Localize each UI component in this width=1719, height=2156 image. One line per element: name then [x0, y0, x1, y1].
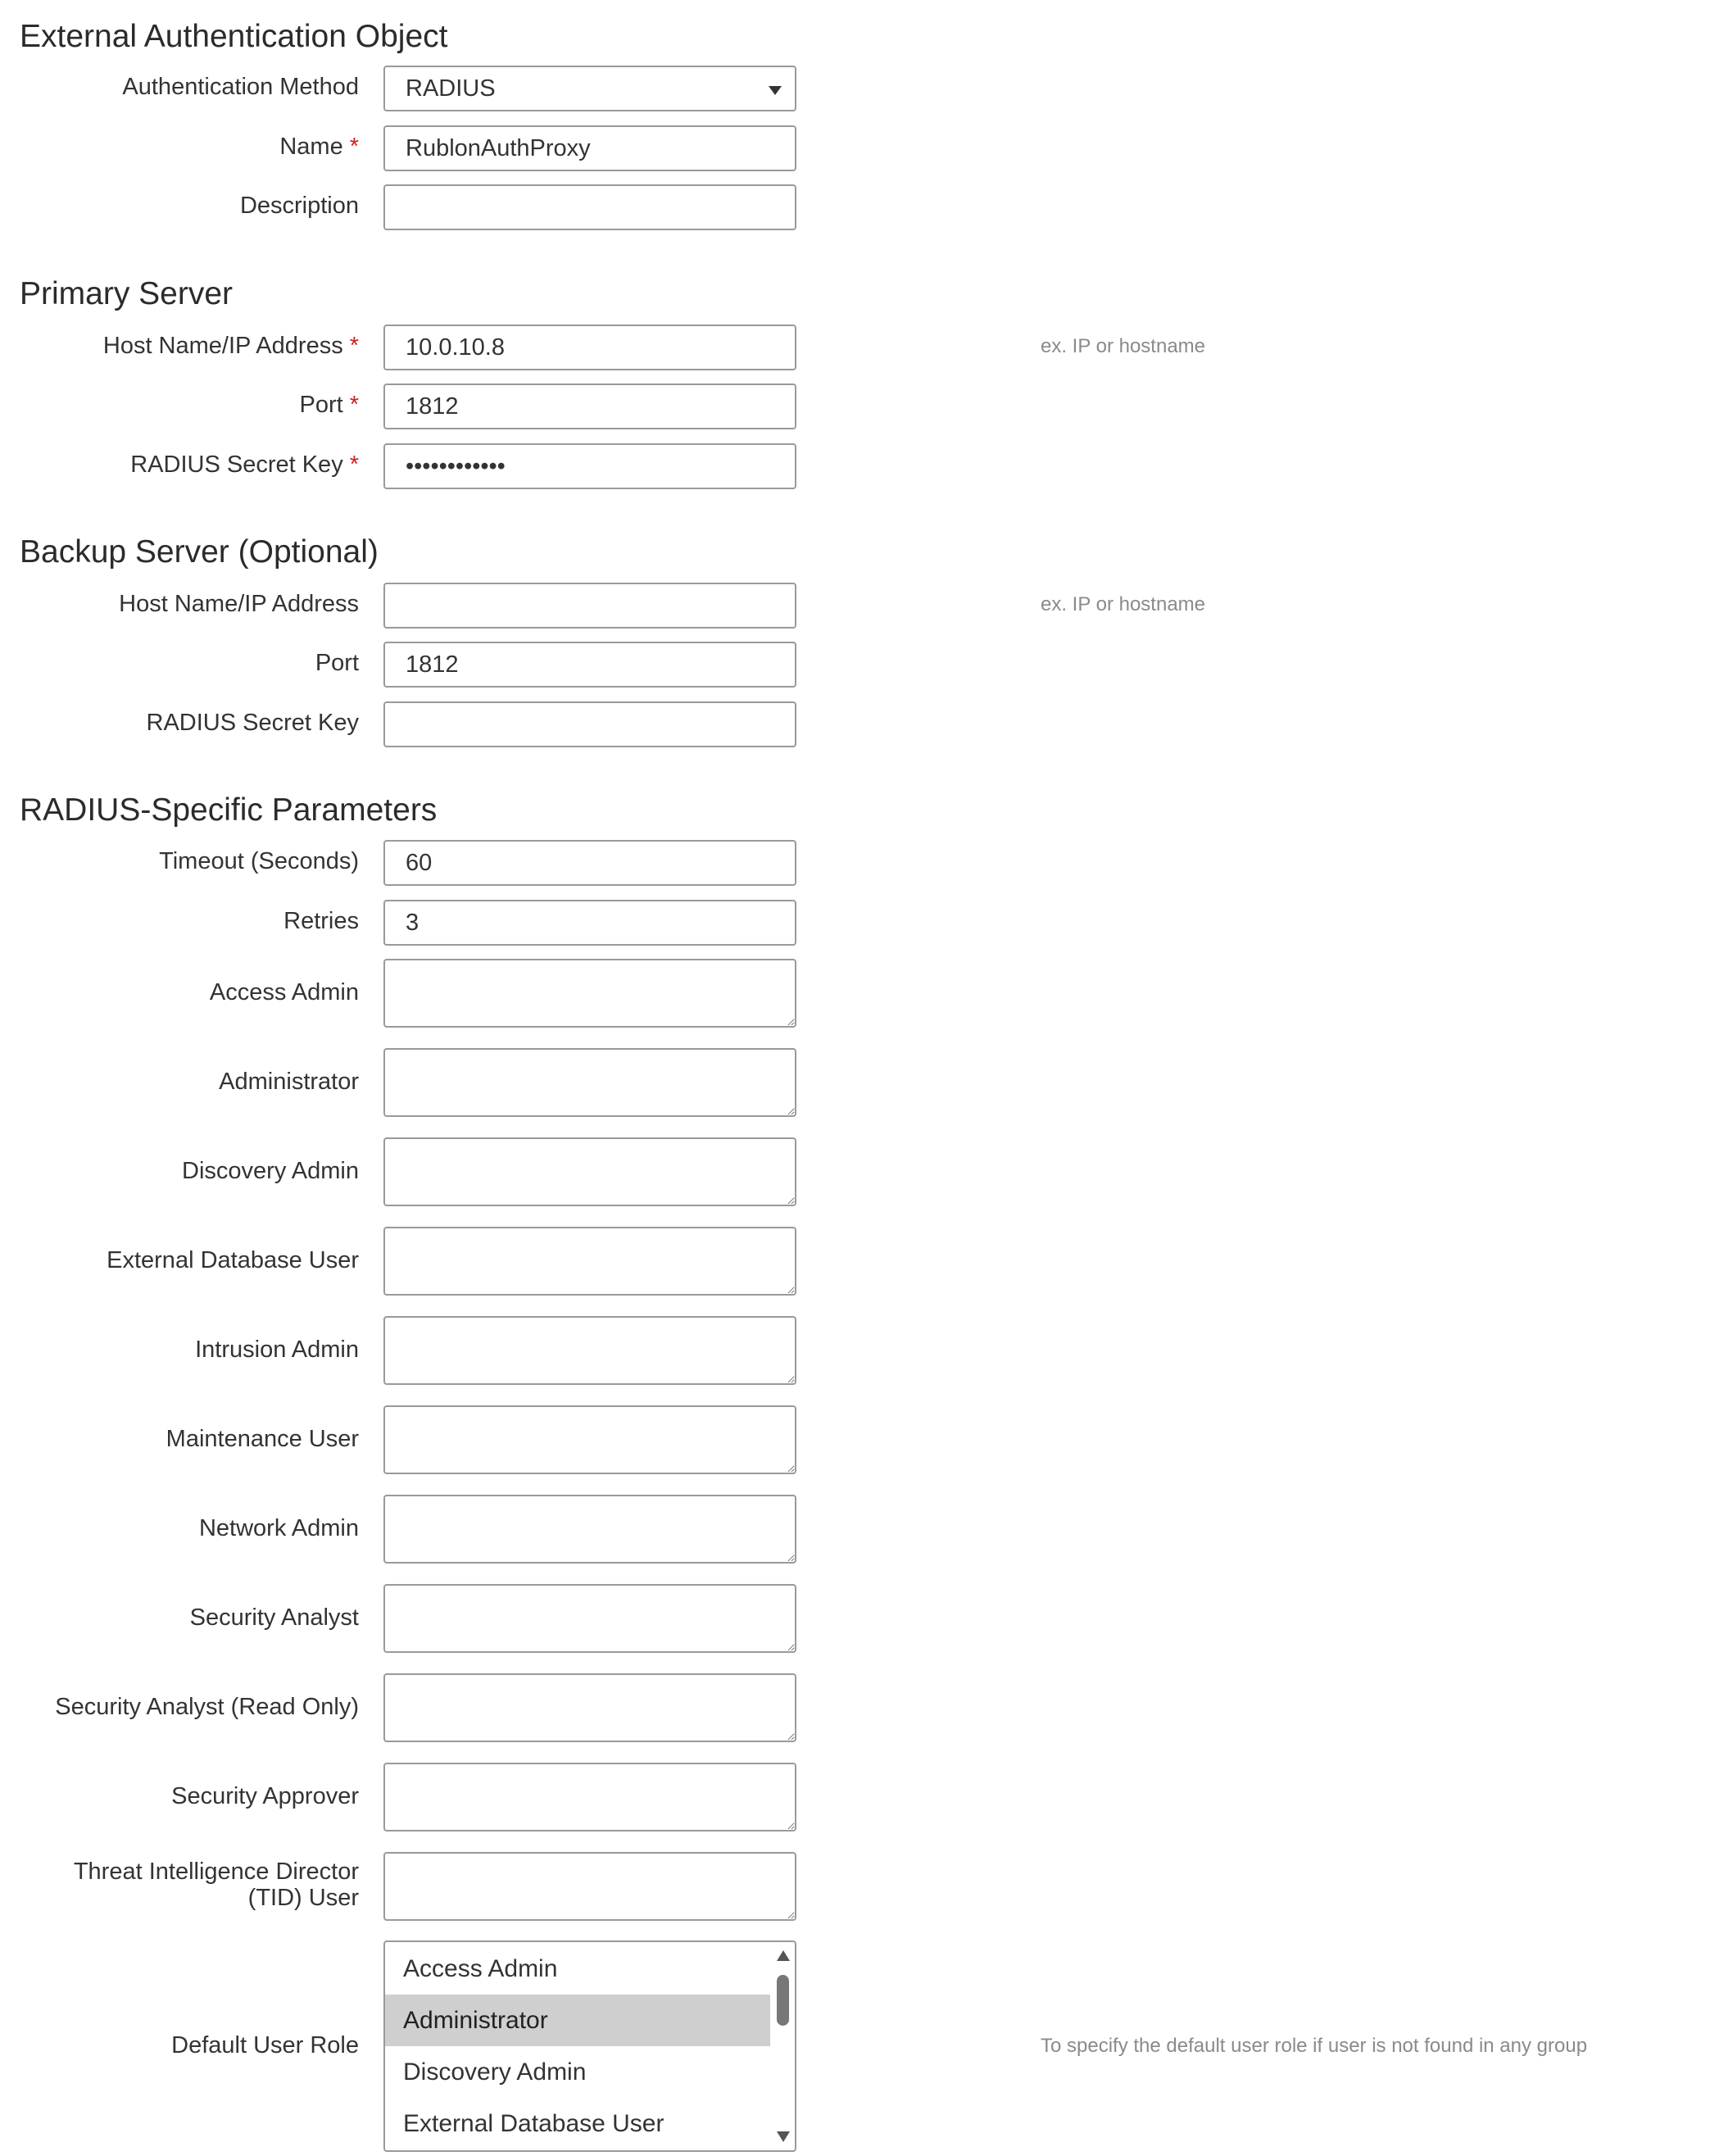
- listbox-option[interactable]: Discovery Admin: [403, 2058, 587, 2086]
- backup-port-label: Port: [315, 650, 359, 676]
- primary-host-input[interactable]: [383, 325, 796, 370]
- access-admin-label: Access Admin: [209, 979, 359, 1005]
- access-admin-input[interactable]: [383, 959, 796, 1028]
- section-title-radius-params: RADIUS-Specific Parameters: [20, 792, 438, 828]
- section-title-backup-server: Backup Server (Optional): [20, 534, 379, 570]
- retries-label: Retries: [283, 908, 359, 934]
- administrator-label: Administrator: [219, 1069, 359, 1095]
- maintenance-user-input[interactable]: [383, 1405, 796, 1474]
- backup-host-label: Host Name/IP Address: [119, 591, 359, 617]
- name-label: Name *: [279, 134, 359, 160]
- description-label: Description: [239, 193, 359, 219]
- required-marker: *: [349, 392, 359, 418]
- external-db-user-input[interactable]: [383, 1227, 796, 1296]
- auth-method-select[interactable]: [383, 66, 796, 111]
- primary-host-label: Host Name/IP Address *: [102, 333, 359, 359]
- network-admin-input[interactable]: [383, 1495, 796, 1564]
- intrusion-admin-label: Intrusion Admin: [195, 1337, 359, 1363]
- tid-user-label: Threat Intelligence Director (TID) User: [73, 1859, 359, 1911]
- intrusion-admin-input[interactable]: [383, 1316, 796, 1385]
- listbox-option-selected[interactable]: Administrator: [385, 1995, 770, 2046]
- listbox-option[interactable]: Access Admin: [403, 1955, 558, 1982]
- scroll-up-arrow-icon[interactable]: [777, 1950, 790, 1961]
- external-db-user-label: External Database User: [107, 1247, 359, 1273]
- default-role-label: Default User Role: [171, 2032, 359, 2058]
- retries-input[interactable]: [383, 900, 796, 946]
- listbox-scrollbar[interactable]: [773, 1945, 791, 2147]
- primary-host-hint: ex. IP or hostname: [1041, 335, 1205, 357]
- default-role-listbox[interactable]: [383, 1940, 796, 2152]
- primary-port-input[interactable]: [383, 384, 796, 429]
- security-analyst-ro-label: Security Analyst (Read Only): [55, 1694, 359, 1720]
- security-analyst-ro-input[interactable]: [383, 1673, 796, 1742]
- auth-method-value: RADIUS: [406, 75, 496, 102]
- description-input[interactable]: [383, 184, 796, 230]
- primary-port-label: Port *: [299, 392, 359, 418]
- timeout-label: Timeout (Seconds): [159, 848, 359, 874]
- network-admin-label: Network Admin: [198, 1515, 359, 1541]
- tid-user-input[interactable]: [383, 1852, 796, 1921]
- backup-host-input[interactable]: [383, 583, 796, 629]
- required-marker: *: [349, 452, 359, 478]
- name-input[interactable]: [383, 125, 796, 171]
- listbox-option[interactable]: External Database User: [403, 2110, 664, 2137]
- section-title-external-auth: External Authentication Object: [20, 19, 448, 54]
- discovery-admin-label: Discovery Admin: [182, 1158, 359, 1184]
- primary-secret-label: RADIUS Secret Key *: [130, 452, 359, 478]
- discovery-admin-input[interactable]: [383, 1137, 796, 1206]
- administrator-input[interactable]: [383, 1048, 796, 1117]
- required-marker: *: [349, 333, 359, 359]
- chevron-down-icon: [769, 86, 782, 95]
- required-marker: *: [349, 134, 359, 160]
- scroll-down-arrow-icon[interactable]: [777, 2131, 790, 2142]
- default-role-hint: To specify the default user role if user is not found in any group: [1041, 2035, 1588, 2057]
- backup-host-hint: ex. IP or hostname: [1041, 593, 1205, 615]
- backup-secret-input[interactable]: [383, 701, 796, 747]
- timeout-input[interactable]: [383, 840, 796, 886]
- security-analyst-input[interactable]: [383, 1584, 796, 1653]
- primary-secret-input[interactable]: [383, 443, 796, 489]
- auth-method-label: Authentication Method: [122, 74, 359, 100]
- maintenance-user-label: Maintenance User: [166, 1426, 359, 1452]
- security-approver-label: Security Approver: [171, 1783, 359, 1809]
- scroll-thumb[interactable]: [777, 1975, 789, 2026]
- security-approver-input[interactable]: [383, 1763, 796, 1831]
- section-title-primary-server: Primary Server: [20, 276, 234, 311]
- backup-port-input[interactable]: [383, 642, 796, 688]
- backup-secret-label: RADIUS Secret Key: [146, 710, 359, 736]
- security-analyst-label: Security Analyst: [189, 1605, 359, 1631]
